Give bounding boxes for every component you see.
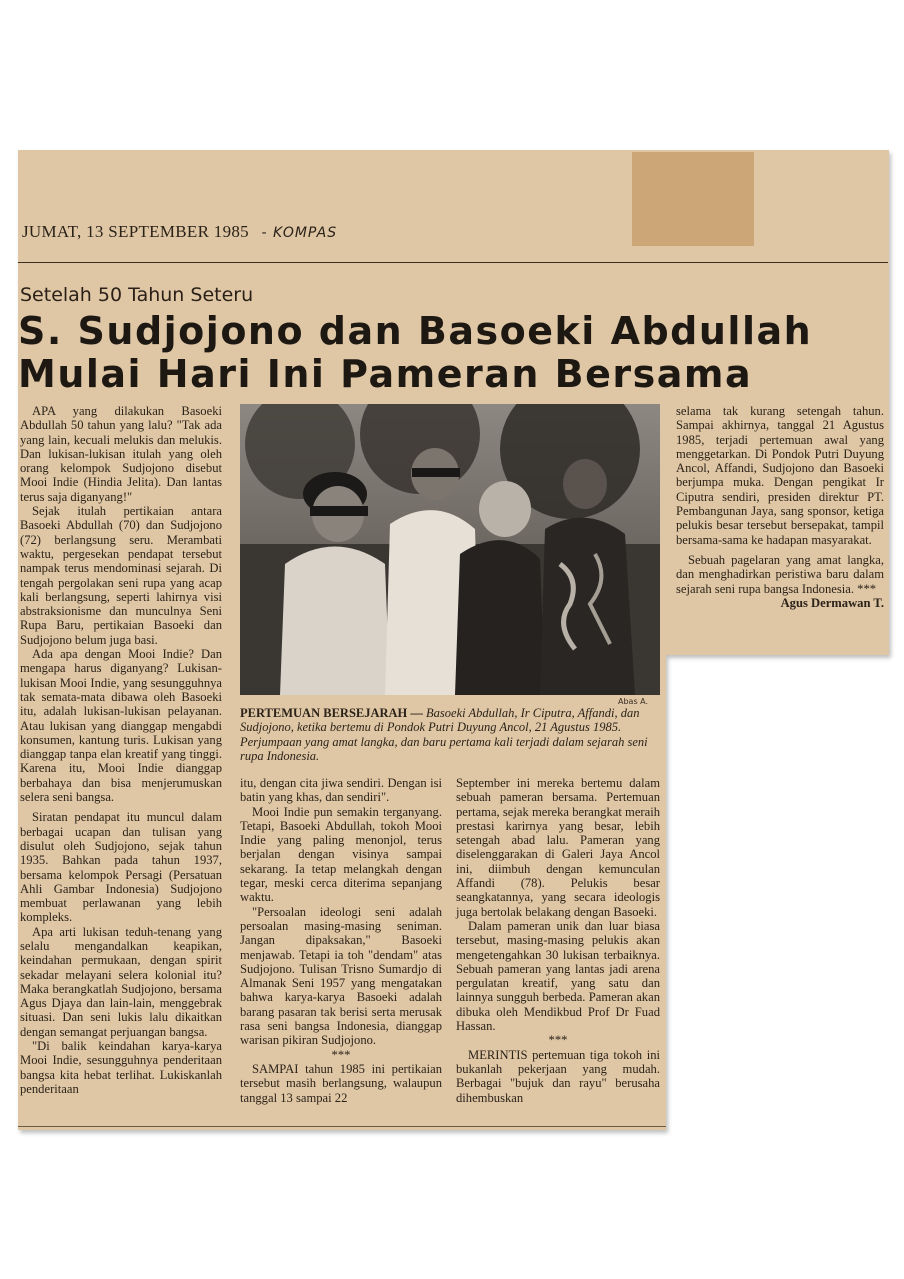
col4-para-1: selama tak kurang setengah tahun. Sampai akhirnya, tanggal 21 Agustus 1985, terjadi pertemuan awal yang menggetarkan. Di Pondok Putri Duyung Ancol, Affandi, Sudjojono dan Basoeki berjumpa muka. Dengan pengikat Ir Ciputra sendiri, presiden direktur PT. Pembangunan Jaya, sang sponsor, ketiga pelukis besar tersebut bersepakat, tampil bersama-sama ke hadapan masyarakat.: [676, 404, 884, 547]
col1-para-3: Ada apa dengan Mooi Indie? Dan mengapa harus diganyang? Lukisan-lukisan Mooi Indie, yang sesungguhnya tak semata-mata dibawa oleh Basoeki itu, adalah lukisan-lukisan pelayanan. Atau lukisan yang dianggap mengabdi konsumen, kantung turis. Lukisan yang dianggap tanpa elan kreatif yang tinggi. Karena itu, Mooi Indie dianggap berbahaya dan bisa menjerumuskan selera seni bangsa.: [20, 647, 222, 805]
headline: [18, 310, 888, 396]
col1-para-2: Sejak itulah pertikaian antara Basoeki Abdullah (70) dan Sudjojono (72) berlangsung seru. Merambati waktu, pergesekan pendapat tersebut nampak terus mendominasi sejarah. Di tengah pergolakan seni rupa yang acap kali berlangsung, seperti lahirnya visi abstraksionisme dan munculnya Seni Rupa Baru, pertikaian Basoeki dan Sudjojono belum juga basi.: [20, 504, 222, 647]
column-1: [20, 404, 222, 1096]
col3-para-2: Dalam pameran unik dan luar biasa tersebut, masing-masing pelukis akan mengetengahkan 30 lukisan terbaiknya. Sebuah pameran yang lantas jadi arena pergulatan kreatif, yang satu dan lainnya sungguh berbeda. Pameran akan dibuka oleh Mendikbud Prof Dr Fuad Hassan.: [456, 918, 660, 1034]
news-photo: [240, 404, 660, 695]
date-text: JUMAT, 13 SEPTEMBER 1985: [22, 222, 249, 241]
bottom-rule: [18, 1126, 666, 1127]
col2-separator: ***: [331, 1047, 351, 1062]
col3-separator: ***: [548, 1033, 568, 1048]
col1-para-1: APA yang dilakukan Basoeki Abdullah 50 tahun yang lalu? "Tak ada yang lain, kecuali melukis dan melukis. Dan lukisan-lukisan itulah yang oleh orang kelompok Sudjojono disebut Mooi Indie (Hindia Jelita). Dan lantas terus saja diganyang!": [20, 404, 222, 504]
col1-para-5: Apa arti lukisan teduh-tenang yang selalu mengandalkan keapikan, keindahan permukaan, dengan spirit sekadar melayani selera kolonial itu? Maka berangkatlah Sudjojono, bersama Agus Djaya dan lain-lain, menggebrak situasi. Dan seni lukis lalu dikaitkan dengan semangat perjuangan bangsa.: [20, 924, 222, 1039]
column-3: [456, 776, 660, 1105]
caption-text: Basoeki Abdullah, Ir Ciputra, Affandi, dan Sudjojono, ketika bertemu di Pondok Putri Duyung Ancol, 21 Agustus 1985. Perjumpaan yang amat langka, dan baru pertama kali terjadi dalam sejarah seni rupa Indonesia.: [240, 706, 648, 763]
source-note: - KOMPAS: [261, 225, 338, 241]
column-4: [676, 404, 884, 610]
column-2: [240, 776, 442, 1105]
photo-illustration: [240, 404, 660, 695]
headline-line-2: Mulai Hari Ini Pameran Bersama: [18, 352, 753, 396]
kicker: Setelah 50 Tahun Seteru: [20, 284, 254, 306]
col1-para-6: "Di balik keindahan karya-karya Mooi Indie, sesungguhnya penderitaan bangsa kita hebat terlihat. Lukiskanlah penderitaan: [20, 1039, 222, 1096]
col1-para-4: Siratan pendapat itu muncul dalam berbagai ucapan dan tulisan yang disulut oleh Sudjojono, sejak tahun 1935. Bahkan pada tahun 1937, bersama kelompok Persagi (Persatuan Ahli Gambar Indonesia) Sudjojono membuat perlawanan yang lebih kompleks.: [20, 810, 222, 925]
col3-para-1: September ini mereka bertemu dalam sebuah pameran bersama. Pertemuan pertama, sejak mereka berangkat meraih prestasi karirnya yang besar, lebih setengah abad lalu. Pameran yang diselenggarakan di Galeri Jaya Ancol ini, diimbuh dengan kemunculan Affandi (78). Pelukis besar seangkatannya, yang secara ideologis juga bertolak belakang dengan Basoeki.: [456, 776, 660, 919]
col2-para-3: "Persoalan ideologi seni adalah persoalan masing-masing seniman. Jangan dipaksakan," Basoeki menjawab. Tetapi ia toh "dendam" atas Sudjojono. Tulisan Trisno Sumardjo di Almanak Seni 1957 yang mengatakan bahwa karya-karya Basoeki adalah barang pasaran tak berisi serta merusak rasa seni bangsa Indonesia, dianggap warisan pikiran Sudjojono.: [240, 904, 442, 1048]
tape-strip: [632, 152, 754, 246]
col3-para-3: MERINTIS pertemuan tiga tokoh ini bukanlah pekerjaan yang mudah. Berbagai "bujuk dan rayu" berusaha dihembuskan: [456, 1047, 660, 1105]
col2-para-4: SAMPAI tahun 1985 ini pertikaian tersebut masih berlangsung, walaupun tanggal 13 sampai 22: [240, 1061, 442, 1105]
dateline: [22, 222, 337, 242]
photo-caption: [240, 706, 660, 763]
col4-para-2: Sebuah pagelaran yang amat langka, dan menghadirkan peristiwa baru dalam sejarah seni rupa bangsa Indonesia. ***: [676, 552, 884, 596]
caption-title: PERTEMUAN BERSEJARAH —: [240, 706, 423, 720]
col2-para-2: Mooi Indie pun semakin terganyang. Tetapi, Basoeki Abdullah, tokoh Mooi Indie yang paling menonjol, terus berjalan dengan visinya sampai sekarang. Ia tetap melangkah dengan tegar, meski cerca diterima sepanjang waktu.: [240, 804, 442, 905]
col2-para-1: itu, dengan cita jiwa sendiri. Dengan isi batin yang khas, dan sendiri".: [240, 776, 442, 805]
header-rule: [18, 262, 888, 263]
headline-line-1: S. Sudjojono dan Basoeki Abdullah: [18, 309, 813, 353]
photo-credit: Abas A.: [618, 697, 649, 706]
byline: Agus Dermawan T.: [780, 595, 884, 610]
